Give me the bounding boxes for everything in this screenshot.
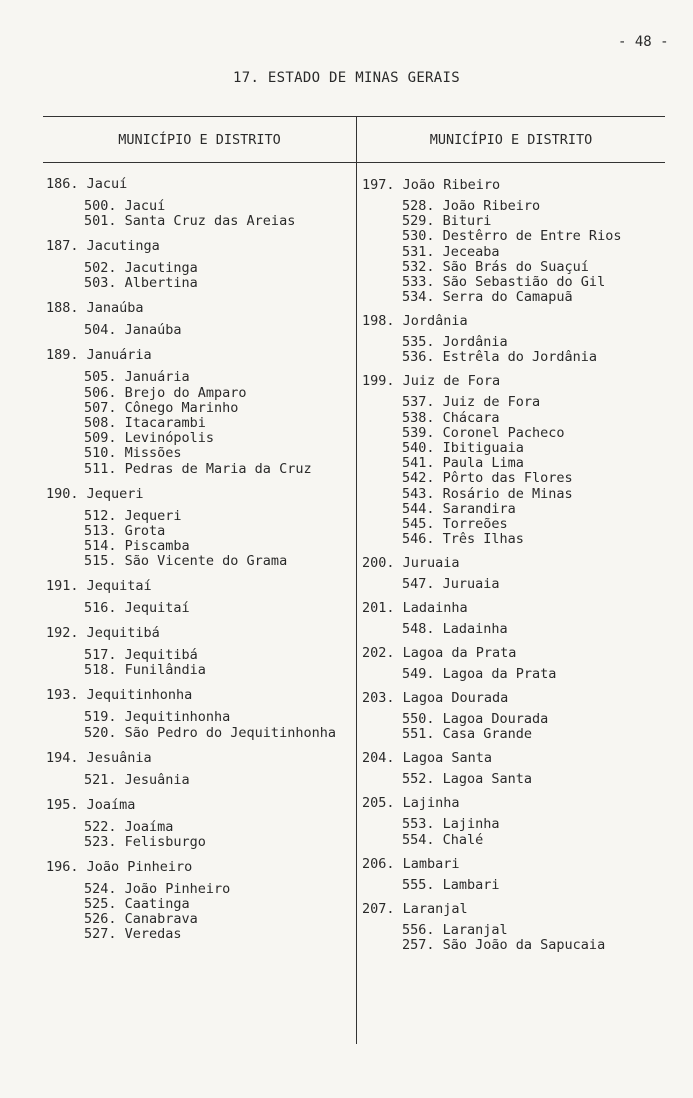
distrito-item: 528. João Ribeiro (402, 198, 541, 214)
municipio-heading: 204. Lagoa Santa (362, 750, 493, 767)
distrito-item: 527. Veredas (84, 926, 182, 943)
distrito-item: 546. Três Ilhas (402, 531, 524, 548)
distrito-item: 505. Januária (84, 369, 190, 386)
page-number: - 48 - (618, 34, 669, 50)
municipio-heading: 194. Jesuânia (46, 749, 152, 766)
municipio-heading: 187. Jacutinga (46, 238, 160, 255)
distrito-item: 533. São Sebastião do Gil (402, 274, 606, 290)
distrito-item: 535. Jordânia (402, 334, 508, 351)
distrito-item: 543. Rosário de Minas (402, 485, 573, 502)
distrito-item: 556. Laranjal (402, 921, 508, 938)
distrito-item: 536. Estrêla do Jordânia (402, 349, 598, 366)
distrito-item: 511. Pedras de Maria da Cruz (84, 460, 312, 477)
distrito-item: 500. Jacuí (84, 198, 166, 214)
distrito-item: 518. Funilândia (84, 662, 206, 679)
distrito-item: 552. Lagoa Santa (402, 771, 533, 788)
distrito-item: 550. Lagoa Dourada (402, 711, 549, 728)
distrito-item: 514. Piscamba (84, 538, 190, 554)
distrito-item: 501. Santa Cruz das Areias (84, 213, 296, 230)
municipio-heading: 200. Juruaia (362, 555, 460, 572)
distrito-item: 549. Lagoa da Prata (402, 666, 557, 683)
distrito-item: 537. Juiz de Fora (402, 394, 541, 411)
municipio-heading: 189. Januária (46, 347, 152, 364)
table-top-rule (43, 116, 665, 117)
distrito-item: 531. Jeceaba (402, 243, 500, 260)
distrito-item: 530. Destêrro de Entre Rios (402, 228, 622, 245)
distrito-item: 553. Lajinha (402, 816, 500, 833)
distrito-item: 555. Lambari (402, 876, 500, 893)
distrito-item: 534. Serra do Camapuã (402, 289, 573, 306)
municipio-heading: 196. João Pinheiro (46, 858, 193, 875)
distrito-item: 538. Chácara (402, 409, 500, 426)
distrito-item: 522. Joaíma (84, 818, 174, 835)
distrito-item: 545. Torreões (402, 516, 508, 532)
distrito-item: 554. Chalé (402, 831, 484, 848)
distrito-item: 509. Levinópolis (84, 430, 215, 447)
municipio-heading: 201. Ladainha (362, 600, 468, 617)
municipio-heading: 188. Janaúba (46, 300, 144, 317)
municipio-heading: 199. Juiz de Fora (362, 373, 501, 390)
municipio-heading: 197. João Ribeiro (362, 177, 501, 193)
distrito-item: 525. Caatinga (84, 896, 190, 912)
left-column-header: MUNICÍPIO E DISTRITO (118, 132, 281, 148)
distrito-item: 544. Sarandira (402, 500, 516, 517)
municipio-heading: 191. Jequitaí (46, 578, 152, 595)
table-header-rule (43, 162, 665, 163)
distrito-item: 257. São João da Sapucaia (402, 936, 606, 953)
distrito-item: 516. Jequitaí (84, 600, 190, 617)
distrito-item: 542. Pôrto das Flores (402, 470, 573, 487)
municipio-heading: 195. Joaíma (46, 796, 136, 813)
distrito-item: 548. Ladainha (402, 621, 508, 638)
distrito-item: 510. Missões (84, 445, 182, 462)
distrito-item: 529. Bituri (402, 213, 492, 230)
distrito-item: 532. São Brás do Suaçuí (402, 258, 589, 275)
distrito-item: 519. Jequitinhonha (84, 709, 231, 726)
distrito-item: 521. Jesuânia (84, 771, 190, 788)
column-divider (356, 116, 357, 1044)
distrito-item: 541. Paula Lima (402, 455, 524, 472)
right-column-header: MUNICÍPIO E DISTRITO (429, 132, 593, 148)
distrito-item: 502. Jacutinga (84, 260, 198, 277)
distrito-item: 524. João Pinheiro (84, 880, 231, 897)
municipio-heading: 190. Jequeri (46, 485, 144, 502)
distrito-item: 517. Jequitibá (84, 647, 198, 664)
distrito-item: 513. Grota (84, 522, 166, 539)
distrito-item: 539. Coronel Pacheco (402, 424, 565, 441)
distrito-item: 526. Canabrava (84, 911, 198, 928)
distrito-item: 540. Ibitiguaia (402, 440, 524, 456)
municipio-heading: 203. Lagoa Dourada (362, 690, 509, 707)
distrito-item: 551. Casa Grande (402, 726, 533, 743)
municipio-heading: 205. Lajinha (362, 795, 460, 812)
distrito-item: 523. Felisburgo (84, 833, 206, 850)
distrito-item: 512. Jequeri (84, 507, 182, 524)
municipio-heading: 198. Jordânia (362, 313, 468, 330)
distrito-item: 507. Cônego Marinho (84, 399, 239, 416)
distrito-item: 508. Itacarambi (84, 415, 206, 431)
distrito-item: 504. Janaúba (84, 322, 182, 339)
distrito-item: 547. Juruaia (402, 576, 500, 593)
municipio-heading: 193. Jequitinhonha (46, 687, 193, 704)
municipio-heading: 192. Jequitibá (46, 625, 160, 642)
distrito-item: 520. São Pedro do Jequitinhonha (84, 724, 336, 741)
municipio-heading: 207. Laranjal (362, 900, 468, 917)
municipio-heading: 202. Lagoa da Prata (362, 645, 517, 662)
page-title: 17. ESTADO DE MINAS GERAIS (233, 70, 460, 86)
distrito-item: 506. Brejo do Amparo (84, 384, 247, 401)
distrito-item: 515. São Vicente do Grama (84, 553, 288, 570)
distrito-item: 503. Albertina (84, 275, 198, 292)
municipio-heading: 186. Jacuí (46, 176, 128, 192)
municipio-heading: 206. Lambari (362, 855, 460, 872)
